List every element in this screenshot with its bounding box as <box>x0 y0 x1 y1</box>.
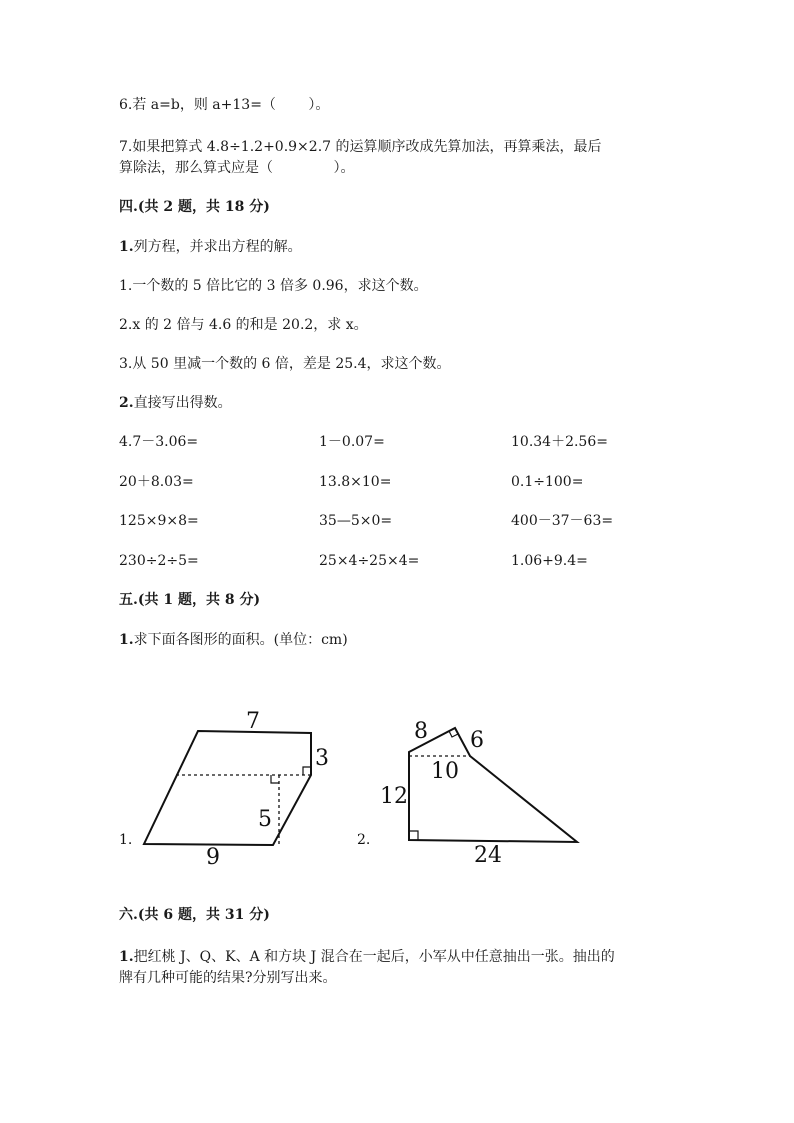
section-6-problem-1-line-1 <box>119 947 615 967</box>
section-4-header: 四.(共 2 题，共 18 分) <box>119 199 270 215</box>
section-6-problem-1-line-2: 牌有几种可能的结果?分别写出来。 <box>119 970 337 986</box>
problem-text: 直接写出得数。 <box>133 395 232 411</box>
right-angle-mark <box>409 831 418 840</box>
question-7-line-2: 算除法，那么算式应是（ ）。 <box>119 160 355 176</box>
figure-2-right-slant-label: 6 <box>470 728 484 753</box>
equation-item-3: 3.从 50 里减一个数的 6 倍，差是 25.4，求这个数。 <box>119 356 451 372</box>
figure-1-right-label: 3 <box>315 746 329 771</box>
equation-item-2: 2.x 的 2 倍与 4.6 的和是 20.2，求 x。 <box>119 317 368 333</box>
problem-number: 1. <box>119 949 134 965</box>
figure-2-outline <box>409 728 577 842</box>
calc-cell: 13.8×10= <box>319 474 392 490</box>
calc-cell: 10.34＋2.56= <box>511 434 608 450</box>
calc-cell: 125×9×8= <box>119 513 199 529</box>
figure-2-bottom-label: 24 <box>474 843 502 868</box>
question-7-line-1: 7.如果把算式 4.8÷1.2+0.9×2.7 的运算顺序改成先算加法，再算乘法，最后 <box>119 139 602 155</box>
calc-cell: 230÷2÷5= <box>119 553 199 569</box>
figure-1-top-label: 7 <box>246 709 260 734</box>
problem-text: 求下面各图形的面积。(单位：cm) <box>133 632 348 648</box>
calc-cell: 4.7－3.06= <box>119 434 199 450</box>
calc-cell: 1－0.07= <box>319 434 385 450</box>
figure-1-index: 1. <box>119 832 133 848</box>
problem-number: 1. <box>119 239 134 255</box>
equation-item-1: 1.一个数的 5 倍比它的 3 倍多 0.96，求这个数。 <box>119 278 428 294</box>
calc-cell: 0.1÷100= <box>511 474 584 490</box>
figure-2-dashed-label: 10 <box>431 759 459 784</box>
question-6: 6.若 a=b，则 a+13=（ ）。 <box>119 97 330 113</box>
figure-2-index: 2. <box>357 832 371 848</box>
figure-1-bottom-label: 9 <box>206 845 220 870</box>
calc-cell: 20＋8.03= <box>119 474 194 490</box>
problem-number: 1. <box>119 632 134 648</box>
section-6-header: 六.(共 6 题，共 31 分) <box>119 907 270 923</box>
calc-cell: 1.06+9.4= <box>511 553 588 569</box>
figure-2-height-label: 12 <box>380 784 408 809</box>
figure-2-left-slant-label: 8 <box>414 719 428 744</box>
problem-text: 列方程，并求出方程的解。 <box>133 239 302 255</box>
figure-1-height-label: 5 <box>258 807 272 832</box>
calc-cell: 400－37－63= <box>511 513 614 529</box>
problem-text: 把红桃 J、Q、K、A 和方块 J 混合在一起后，小军从中任意抽出一张。抽出的 <box>133 949 615 965</box>
calc-cell: 25×4÷25×4= <box>319 553 420 569</box>
calc-cell: 35—5×0= <box>319 513 393 529</box>
problem-number: 2. <box>119 395 134 411</box>
section-5-header: 五.(共 1 题，共 8 分) <box>119 592 261 608</box>
